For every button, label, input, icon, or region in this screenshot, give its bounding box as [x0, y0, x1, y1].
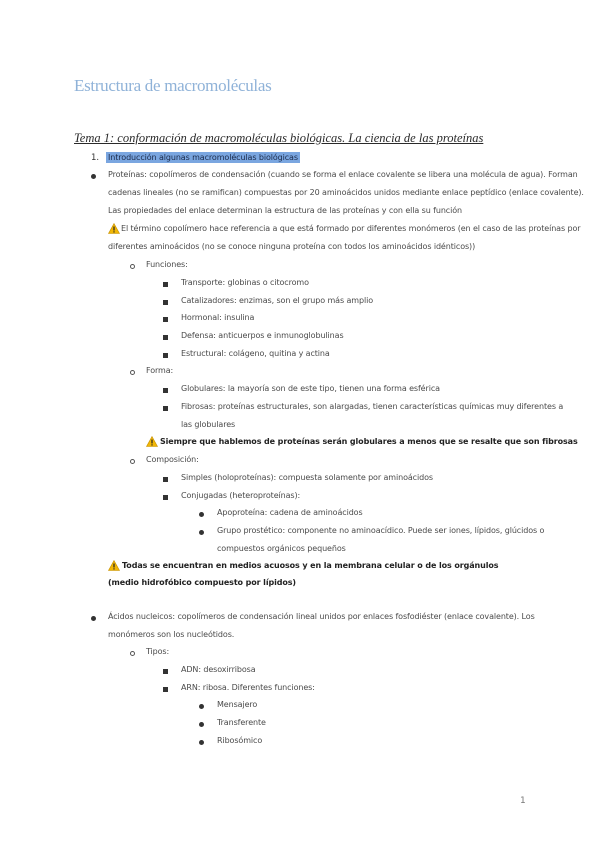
- forma-item: Globulares: la mayoría son de este tipo, tienen una forma esférica: [181, 384, 440, 393]
- document-title: Estructura de macromoléculas: [74, 76, 272, 95]
- square-bullet-icon: [163, 495, 168, 500]
- medios-warning-2: (medio hidrofóbico compuesto por lípidos): [108, 578, 296, 587]
- square-bullet-icon: [163, 300, 168, 305]
- bullet-icon: [199, 530, 204, 535]
- bullet-icon: [91, 616, 96, 621]
- square-bullet-icon: [163, 406, 168, 411]
- funcion-item: Estructural: colágeno, quitina y actina: [181, 349, 330, 358]
- funciones-label: Funciones:: [146, 260, 188, 269]
- forma-item-cont: las globulares: [181, 420, 236, 429]
- proteinas-line-2: cadenas lineales (no se ramifican) compuestas por 20 aminoácidos unidos mediante enlace peptídico (enlace covalente).: [108, 188, 584, 197]
- square-bullet-icon: [163, 353, 168, 358]
- arn-funcion: Transferente: [217, 718, 266, 727]
- composicion-item: Conjugadas (heteroproteínas):: [181, 491, 301, 500]
- circle-bullet-icon: [130, 370, 135, 375]
- tipo-item: ARN: ribosa. Diferentes funciones:: [181, 683, 315, 692]
- square-bullet-icon: [163, 317, 168, 322]
- composicion-label: Composición:: [146, 455, 199, 464]
- square-bullet-icon: [163, 669, 168, 674]
- proteinas-line-3: Las propiedades del enlace determinan la estructura de las proteínas y con ella su función: [108, 206, 462, 215]
- copolimero-note-1: El término copolímero hace referencia a que está formado por diferentes monómeros (en el caso de las proteínas por: [121, 224, 581, 233]
- funcion-item: Hormonal: insulina: [181, 313, 255, 322]
- forma-label: Forma:: [146, 366, 174, 375]
- warning-icon: [108, 560, 120, 571]
- globulares-warning: Siempre que hablemos de proteínas serán globulares a menos que se resalte que son fibrosas: [160, 437, 578, 446]
- conjugada-subitem-cont: compuestos orgánicos pequeños: [217, 544, 346, 553]
- funcion-item: Catalizadores: enzimas, son el grupo más amplio: [181, 296, 373, 305]
- arn-funcion: Mensajero: [217, 700, 258, 709]
- warning-icon: [146, 436, 158, 447]
- section-title: Tema 1: conformación de macromoléculas biológicas. La ciencia de las proteínas: [74, 131, 484, 145]
- bullet-icon: [199, 722, 204, 727]
- medios-warning-1: Todas se encuentran en medios acuosos y en la membrana celular o de los orgánulos: [122, 561, 499, 570]
- conjugada-subitem: Apoproteína: cadena de aminoácidos: [217, 508, 363, 517]
- square-bullet-icon: [163, 477, 168, 482]
- bullet-icon: [91, 174, 96, 179]
- bullet-icon: [199, 704, 204, 709]
- tipo-item: ADN: desoxirribosa: [181, 665, 256, 674]
- tipos-label: Tipos:: [146, 647, 170, 656]
- forma-item: Fibrosas: proteínas estructurales, son alargadas, tienen características químicas muy diferentes a: [181, 402, 564, 411]
- circle-bullet-icon: [130, 264, 135, 269]
- funcion-item: Defensa: anticuerpos e inmunoglobulinas: [181, 331, 344, 340]
- square-bullet-icon: [163, 335, 168, 340]
- acidos-line-2: monómeros son los nucleótidos.: [108, 630, 235, 639]
- arn-funcion: Ribosómico: [217, 736, 263, 745]
- list-number: 1.: [91, 153, 100, 163]
- circle-bullet-icon: [130, 459, 135, 464]
- square-bullet-icon: [163, 388, 168, 393]
- circle-bullet-icon: [130, 651, 135, 656]
- composicion-item: Simples (holoproteínas): compuesta solamente por aminoácidos: [181, 473, 433, 482]
- bullet-icon: [199, 740, 204, 745]
- square-bullet-icon: [163, 687, 168, 692]
- acidos-line-1: Ácidos nucleicos: copolímeros de condensación lineal unidos por enlaces fosfodiéster (enlace covalente). Los: [108, 612, 535, 621]
- warning-icon: [108, 223, 120, 234]
- highlighted-heading: Introducción algunas macromoléculas biológicas: [108, 153, 298, 162]
- bullet-icon: [199, 512, 204, 517]
- funcion-item: Transporte: globinas o citocromo: [181, 278, 309, 287]
- proteinas-line-1: Proteínas: copolímeros de condensación (cuando se forma el enlace covalente se libera una molécula de agua). Forman: [108, 170, 578, 179]
- item1-heading: [106, 153, 300, 162]
- square-bullet-icon: [163, 282, 168, 287]
- page-number: 1: [520, 796, 526, 806]
- conjugada-subitem: Grupo prostético: componente no aminoacídico. Puede ser iones, lípidos, glúcidos o: [217, 526, 545, 535]
- copolimero-note-2: diferentes aminoácidos (no se conoce ninguna proteína con todos los aminoácidos idénticos)): [108, 242, 476, 251]
